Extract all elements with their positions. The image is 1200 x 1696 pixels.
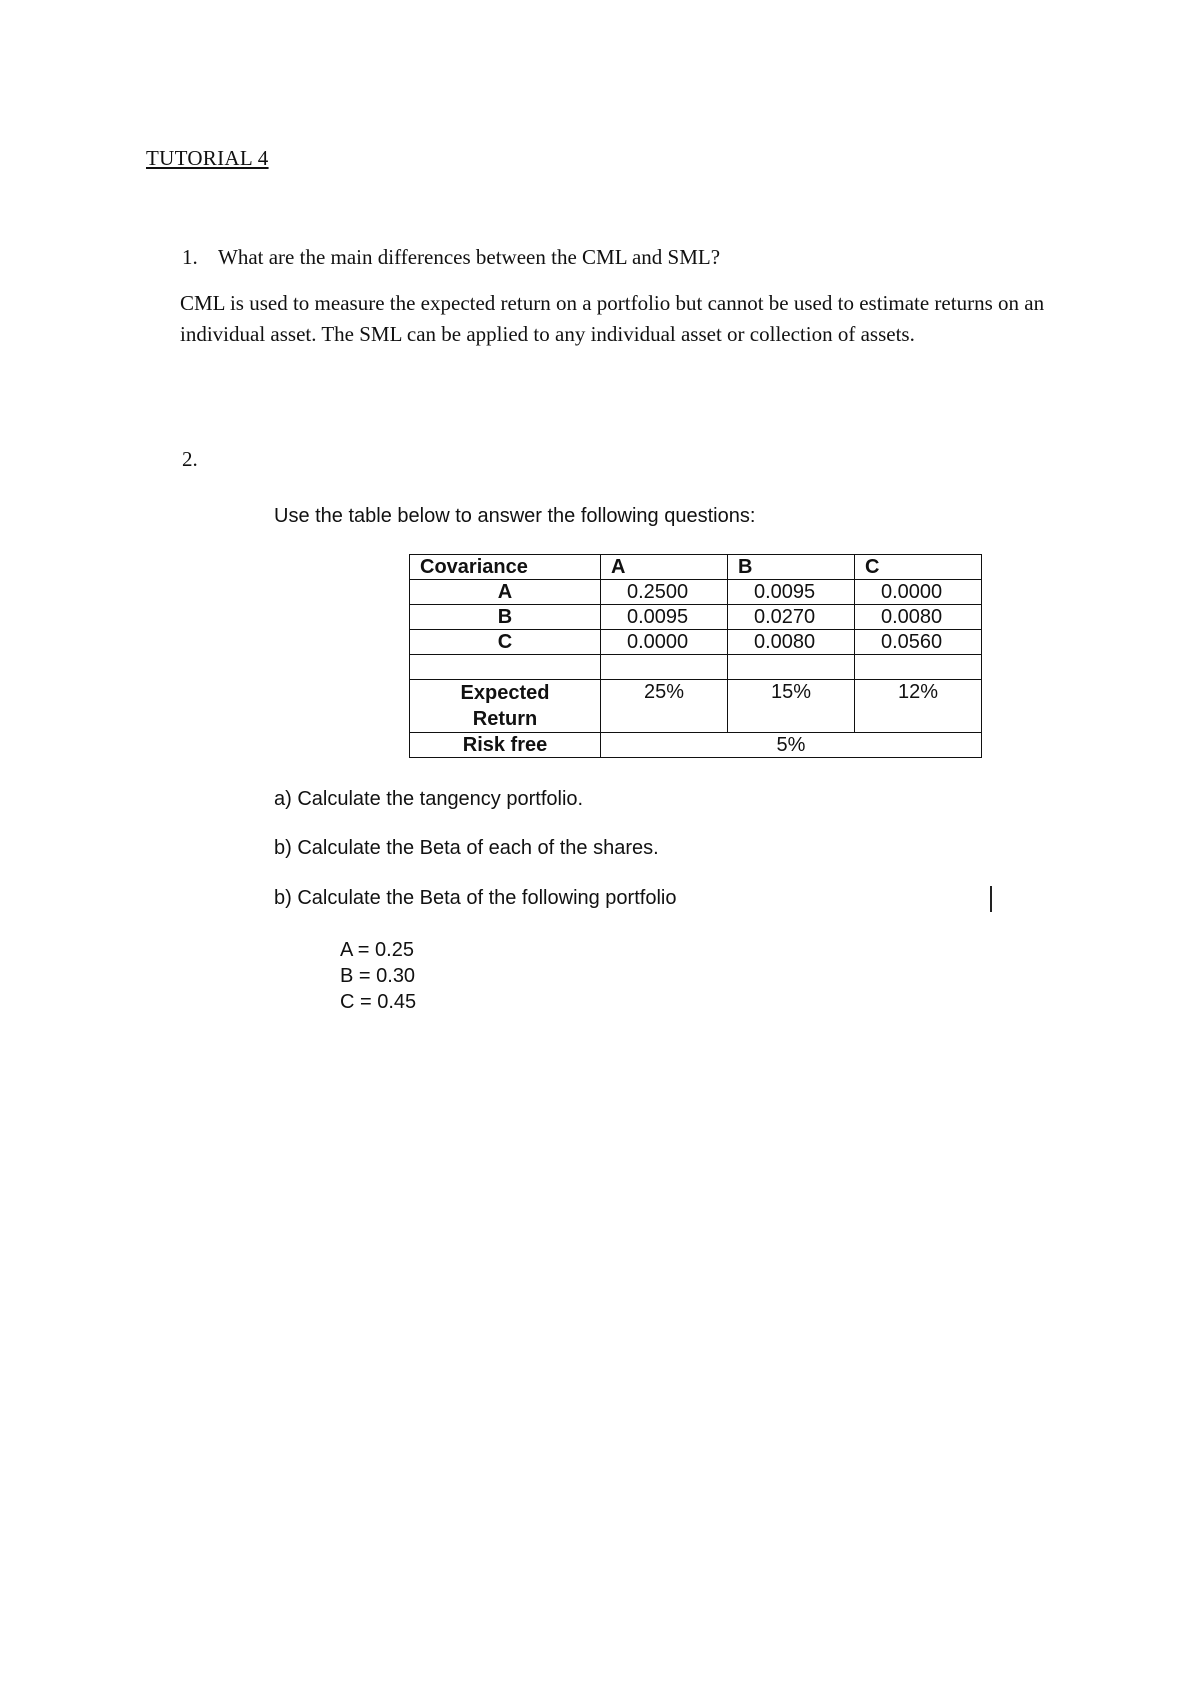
covariance-table: [409, 554, 982, 758]
row-label-a: A: [410, 580, 601, 605]
weight-b: B = 0.30: [340, 965, 416, 987]
question-1-text: What are the main differences between the CML and SML?: [218, 245, 721, 269]
part-b-portfolio-text: b) Calculate the Beta of the following portfolio: [274, 887, 677, 909]
question-1-number: 1.: [182, 245, 198, 269]
question-1-answer: CML is used to measure the expected return on a portfolio but cannot be used to estimate returns on an individual asset. The SML can be applied to any individual asset or collection of assets.: [180, 291, 1045, 346]
question-2-intro: Use the table below to answer the following questions:: [274, 505, 756, 527]
expected-label-line-1: Expected: [460, 682, 550, 704]
table-cell: [601, 655, 728, 680]
risk-free-row: [410, 733, 982, 758]
weight-a: A = 0.25: [340, 939, 414, 961]
column-header-c: C: [855, 555, 982, 580]
risk-free-value: 5%: [601, 733, 982, 758]
table-spacer-row: [410, 655, 982, 680]
table-cell: 0.0080: [728, 630, 855, 655]
table-row: [410, 630, 982, 655]
weight-c: C = 0.45: [340, 991, 417, 1013]
table-cell: 0.0080: [855, 605, 982, 630]
table-cell: 0.0000: [601, 630, 728, 655]
table-row: [410, 580, 982, 605]
column-header-a: A: [601, 555, 728, 580]
row-label-c: C: [410, 630, 601, 655]
expected-return-c: 12%: [855, 680, 982, 733]
covariance-header: Covariance: [410, 555, 601, 580]
risk-free-label: Risk free: [410, 733, 601, 758]
part-a-text: a) Calculate the tangency portfolio.: [274, 788, 584, 810]
portfolio-weights: [340, 937, 416, 1015]
part-b-text: b) Calculate the Beta of each of the shares.: [274, 837, 659, 859]
expected-label-line-2: Return: [472, 708, 538, 730]
expected-return-b: 15%: [728, 680, 855, 733]
row-label-b: B: [410, 605, 601, 630]
table-cell: 0.0270: [728, 605, 855, 630]
table-cell: [410, 655, 601, 680]
table-cell: 0.0095: [728, 580, 855, 605]
table-cell: [728, 655, 855, 680]
table-cell: 0.0560: [855, 630, 982, 655]
table-cell: 0.2500: [601, 580, 728, 605]
expected-return-row: [410, 680, 982, 733]
document-title: TUTORIAL 4: [146, 146, 269, 170]
expected-return-a: 25%: [601, 680, 728, 733]
table-cell: [855, 655, 982, 680]
column-header-b: B: [728, 555, 855, 580]
table-row: [410, 605, 982, 630]
table-cell: 0.0000: [855, 580, 982, 605]
question-2-number: 2.: [182, 447, 198, 471]
table-cell: 0.0095: [601, 605, 728, 630]
table-header-row: [410, 555, 982, 580]
text-cursor: [990, 886, 992, 912]
expected-return-label: [410, 680, 601, 733]
